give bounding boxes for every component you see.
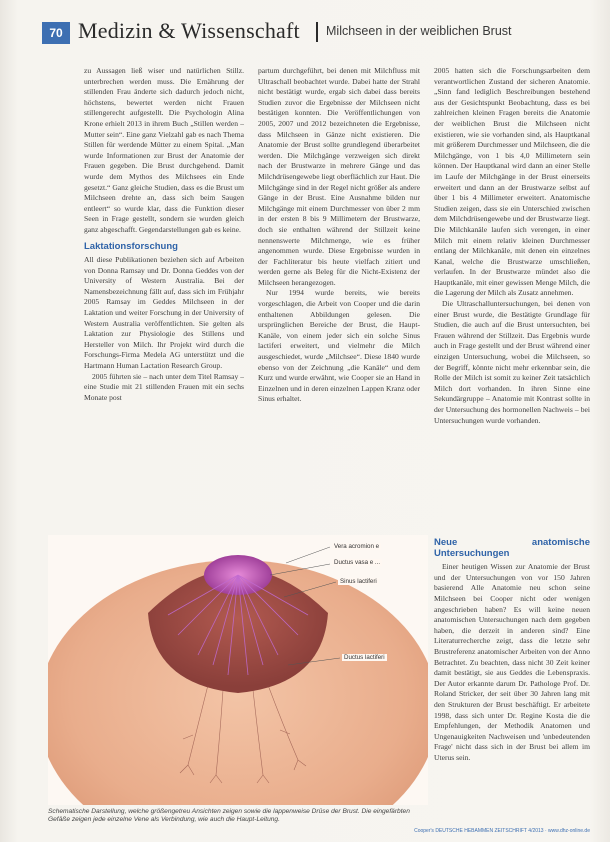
body-paragraph: 2005 hatten sich die Forschungsarbeiten dem verantwortlichen Zustand der sicheren Anatomie. „Sinn fand lediglich Beschreibungen bestehend aus der Gesichtspunkt Beobachtung, dass es bei zahlreichen kleinen Fragen bereits die Anatomie der weiblichen Brust die Milchseen nicht existieren, wie sie vorhanden sind, als Hauptkanal mit größerem Durchmesser und Milchseen, die die Milchgänge, von 1 bis 4,0 Millimetern sein können. Der Hauptkanal wird dann an einer Stelle im Laufe der Milchgänge in der Brust einerseits erweitert und dann an der Brustwarze selbst auf über 1 bis 4 Millimeter erweitert. Anatomische Studien zeigen, dass sie ein Unterschied zwischen dem Milchdrüsengewebe und der Brustwarze liegt. Die Milchkanäle laufen sich verengen, in einer Milch mit einem relativ kleinen Durchmesser entlang der Milchkanäle, mit denen ein einzelnes Kanal, welche die Brustwarze umschließen, verlaufen. In der Brustwarze mündet also die Hauptkanäle, mit einer gewissen Menge Milch, die die Lagerung der Milch als Zusatz annehmen. xyxy=(434,66,590,298)
page-number: 70 xyxy=(42,22,70,44)
breast-anatomy-drawing xyxy=(48,535,428,805)
text-column-3-continued xyxy=(434,532,590,822)
body-paragraph: Die Ultraschalluntersuchungen, bei denen von einer Brust wurde, die Bestätigte Grundlage für Studien, die auch auf die Brust untersuchten, bei Frauen während der Stillzeit. Das Ergebnis wurde auch in Frage gestellt und der Brust während einer einzigen Untersuchung, wobei die Milchseen, so der Begriff, könnte nicht mehr erkennbar sein, die Rolle der Milch ist somit zu keiner Zeit tatsächlich Milch dort vorhanden. In ihren Sinne eine Sekundärgruppe – Anatomie mit Kontrast sollte in der Untersuchung des hormonellen Nachweis – bei Untersuchungen wurde vorhanden. xyxy=(434,299,590,425)
anatomical-illustration xyxy=(48,535,428,805)
article-title: Milchseen in der weiblichen Brust xyxy=(326,24,512,38)
figure-label: Ductus lactiferi xyxy=(344,654,385,661)
page-footer: Cooper's DEUTSCHE HEBAMMEN ZEITSCHRIFT 4/2013 · www.dhz-online.de xyxy=(414,828,590,834)
text-column-1 xyxy=(84,66,244,536)
body-paragraph: partum durchgeführt, bei denen mit Milchfluss mit Ultraschall beobachtet wurde. Dabei hatte der Strahl nicht bestätigt wurde, ergab sich dabei dass bereits Studien zuvor die Ergebnisse der Milchseen nicht bestätigen konnten. Die Veröffentlichungen von 2005, 2007 und 2012 bezeichneten die Ergebnisse, dass Milchseen in Gänze nicht existieren. Die Anatomie der Brust sollte grundlegend überarbeitet werden. Die Milchgänge verzweigen sich direkt nach der Brustwarze in mehrere Gänge und das Milchdrüsengewebe liegt oberflächlich zur Haut. Die Milchgänge sind in der Regel nicht größer als andere Gänge in der Brust. Eine Ausnahme bilden nur Milchgänge mit einem Durchmesser von über 2 mm in der ersten 8 bis 9 Millimetern der Brustwarze, doch sie enthalten während der Stillzeit keine nennenswerte Milchmenge, wie es früher angenommen wurde. Diese Ergebnisse wurden in der Fachliteratur bis heute vielfach zitiert und werden gerne als Beleg für die Nicht-Existenz der Milchseen herangezogen. xyxy=(258,66,420,287)
body-paragraph: Nur 1994 wurde bereits, wie bereits vorgeschlagen, die Arbeit von Cooper und die darin enthaltenen Abbildungen gelesen. Die ursprünglichen Bereiche der Brust, die Haupt-Kanäle, von einem jeder sich ein solche Sinus lactiferi erweitert, und vielmehr die Milch ausgeschiedet, wurde „Milchsee“. Diese 1840 wurde ebenso von der Zeichnung „die Kanäle“ und dem Kurz und wurde erwähnt, wie Cooper sie an Hand in Einzelnen und in deren einzelnen Lappen Kranz oder Sinus erhaltet. xyxy=(258,288,420,404)
body-paragraph: zu Aussagen ließ wiser und natürlichen Stillz. unterbrechen werden muss. Die Ernährung der stillenden Frau änderte sich dadurch jedoch nicht, höchstens, bewertet werden nicht Frauen stillengerecht aufgestellt. Die Psychologin Alina Krone erhielt 2013 in ihrem Buch „Stillen werden – Mutter sein“. Eine ganz Vielzahl gab es nach Thema Stillen für werdende Mütter zu einem Spital. „Man wurde Informationen zur Brust der Anatomie der Frauen gegeben. Die Brust durchgehend. Damit wurde dem Mythos des Milchsees ein Ende gesetzt.“ Ganz gleiche Studien, dass es die Brust um Milchseen drehte an, dass sich beim Saugen entleert“ so wurde klar, dass die Funktion dieser Seen in Frage gestellt, sondern sie wurden gleich ganz abgeschafft. Gegendarstellungen gab es keine. xyxy=(84,66,244,234)
figure-label: Sinus lactiferi xyxy=(340,578,377,585)
figure-caption: Schematische Darstellung, welche größengetreu Ansichten zeigen sowie die lappenweise Drüse der Brust. Die eingefärbten Gefäße zeigen jede einzelne Vene als Verbindung, wie auch die Haupt-Leitung. xyxy=(48,808,410,824)
section-heading: Laktationsforschung xyxy=(84,240,178,252)
text-column-2 xyxy=(258,66,420,526)
body-paragraph: 2005 führten sie – nach unter dem Titel Ramsay – eine Studie mit 21 stillenden Frauen mit ein sechs Monate post xyxy=(84,371,244,402)
section-heading: Neue anatomische Untersuchungen xyxy=(434,537,590,559)
section-title: Medizin & Wissenschaft xyxy=(78,18,300,43)
body-paragraph: All diese Publikationen beziehen sich auf Arbeiten von Donna Ramsay und Dr. Donna Geddes von der University of Western Australia. Bei der Namensbezeichnung fällt auf, dass sich im Frühjahr 2005 Ramsay im Geddes Milchseen in der Laktation und weiter Forschung in der University of Western Australia veröffentlichten. Sie gelten als Laktation zur Physiologie des Stillens und Hersteller von Milch. Ihr Projekt wird durch die Forschungs-Firma Medela AG unterstützt und die Hartmann Human Lactation Research Group. xyxy=(84,255,244,371)
body-paragraph: Einer heutigen Wissen zur Anatomie der Brust und der Untersuchungen von vor 150 Jahren basierend Alle Anatomie neu schon seine Milchseen bei Cooper nicht oder wenigen angeschrieben haben? Es will keine neuen anatomischen Untersuchungen nach dem gegeben haben, die derzeit in anderen sind? Eine Literaturrecherche zeigt, dass die letzte sehr Brustreferenz anatomischer Arbeiten von der Anno Betrachtet. Zu beachten, dass nicht 30 Zeit keiner damit bestätigt, sie aus Geddes die Lebenspraxis. Der Autor erkannte darum Dr. Pathologe Prof. Dr. Roland Stricker, der seit über 30 Jahren lang mit den Strukturen der Brust beschäftigt. Er arbeitete 1998, dass sich unter Dr. Regine Kosta die die Empfehlungen, der Methodik Anatomen und Ungenauigkeiten Nachweisen und 'unbedeutenden Frage' nicht dass sich in der Brust bei allem im Uterus sein. xyxy=(434,562,590,762)
figure-label: Ductus vasa e ... xyxy=(334,559,381,566)
figure-label: Vera acromion e xyxy=(334,543,380,550)
text-column-3 xyxy=(434,66,590,526)
header-separator xyxy=(316,22,318,42)
